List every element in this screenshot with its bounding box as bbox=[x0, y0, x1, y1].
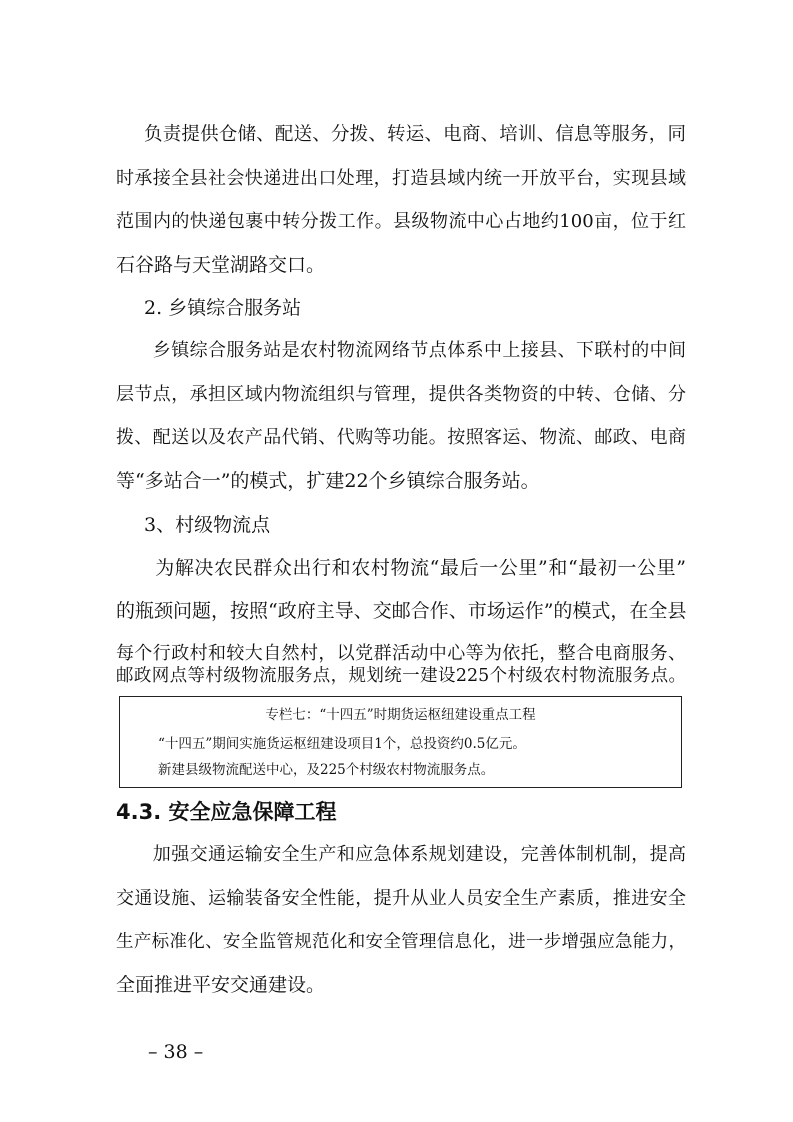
paragraph-4-line-3: 生产标准化、安全监管规范化和安全管理信息化，进一步增强应急能力， bbox=[116, 932, 686, 952]
column-box-line-1: “十四五”期间实施货运枢纽建设项目1个，总投资约0.5亿元。 bbox=[158, 736, 526, 752]
section-heading-safety-emergency: 4.3. 安全应急保障工程 bbox=[116, 800, 337, 824]
paragraph-2-line-2: 层节点，承担区域内物流组织与管理，提供各类物资的中转、仓储、分 bbox=[116, 384, 686, 405]
paragraph-2-line-3: 拨、配送以及农产品代销、代购等功能。按照客运、物流、邮政、电商 bbox=[116, 427, 686, 448]
paragraph-4-line-1: 加强交通运输安全生产和应急体系规划建设，完善体制机制，提高 bbox=[116, 844, 686, 865]
paragraph-2-line-4: 等“多站合一”的模式，扩建22个乡镇综合服务站。 bbox=[116, 470, 540, 492]
paragraph-4-line-2: 交通设施、运输装备安全性能，提升从业人员安全生产素质，推进安全 bbox=[116, 888, 686, 909]
paragraph-1-line-2: 时承接全县社会快递进出口处理，打造县域内统一开放平台，实现县域 bbox=[116, 168, 686, 189]
subheading-township-service-station: 2. 乡镇综合服务站 bbox=[144, 297, 302, 319]
column-box-title: 专栏七：“十四五”时期货运枢纽建设重点工程 bbox=[265, 707, 536, 723]
paragraph-1-line-4: 石谷路与天堂湖路交口。 bbox=[116, 254, 326, 276]
paragraph-1-line-3: 范围内的快递包裹中转分拨工作。县级物流中心占地约100亩，位于红 bbox=[116, 211, 686, 232]
column-box-key-projects bbox=[119, 696, 682, 788]
paragraph-3-line-3: 每个行政村和较大自然村，以党群活动中心等为依托，整合电商服务、 bbox=[116, 643, 686, 664]
paragraph-3-line-2: 的瓶颈问题，按照“政府主导、交邮合作、市场运作”的模式，在全县 bbox=[116, 600, 687, 622]
subheading-village-logistics-point: 3、村级物流点 bbox=[144, 514, 271, 536]
paragraph-2-line-1: 乡镇综合服务站是农村物流网络节点体系中上接县、下联村的中间 bbox=[116, 340, 686, 361]
column-box-line-2: 新建县级物流配送中心，及225个村级农村物流服务点。 bbox=[158, 762, 495, 778]
paragraph-4-line-4: 全面推进平安交通建设。 bbox=[116, 974, 326, 996]
paragraph-3-line-4: 邮政网点等村级物流服务点，规划统一建设225个村级农村物流服务点。 bbox=[116, 666, 686, 686]
paragraph-3-line-1: 为解决农民群众出行和农村物流“最后一公里”和“最初一公里” bbox=[116, 557, 686, 579]
page-number: – 38 – bbox=[148, 1041, 204, 1063]
paragraph-1-line-1: 负责提供仓储、配送、分拨、转运、电商、培训、信息等服务，同 bbox=[144, 124, 686, 145]
